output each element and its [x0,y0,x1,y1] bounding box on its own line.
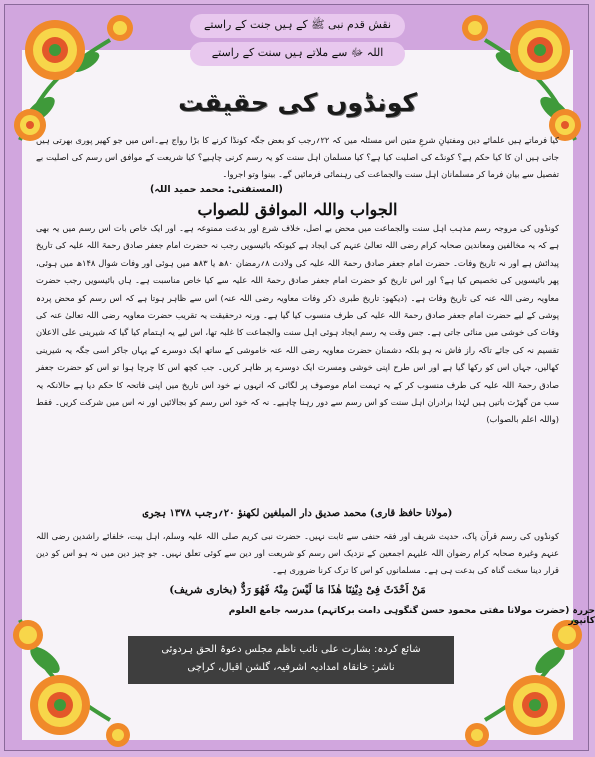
answer-heading: الجواب واللہ الموافق للصواب [197,200,398,219]
page-title: کونڈوں کی حقیقت [178,88,417,117]
answer-paragraph: کونڈوں کی مروجہ رسم مذہب اہل سنت والجماعت میں محض بے اصل، خلاف شرع اور بدعت ممنوعہ ہے۔ اور ایک خاص بات اس رسم میں یہ بھی ہے کہ یہ مخالفین ومعاندین صحابہ کرام رضی اللہ تعالیٰ عنہم کی ایجاد ہے کیونکہ بائیسویں رجب نہ حضرت امام جعفر صادق رحمۃ اللہ علیہ کی تاریخ پیدائش ہے اور نہ تاریخ وفات۔ حضرت امام جعفر صادق رحمۃ اللہ علیہ کی ولادت ۸؍رمضان ۸۰ھ یا ۸۳ھ میں ہوئی اور وفات شوال ۱۴۸ھ میں ہوئی، پھر بائیسویں کی تخصیص کیا ہے؟ اور اس تاریخ کو حضرت امام جعفر صادق رحمۃ اللہ علیہ سے کیا خاص مناسبت ہے۔ ہاں بائیسویں رجب حضرت معاویہ رضی اللہ عنہ کی تاریخ وفات ہے۔ (دیکھو: تاریخ طبری ذکر وفات معاویہ رضی اللہ عنہ) اس سے ظاہر ہوتا ہے کہ اس رسم کو محض پردہ پوشی کے لیے حضرت امام جعفر صادق رحمۃ اللہ علیہ کی طرف منسوب کیا گیا ہے۔ ورنہ درحقیقت یہ تقریب حضرت معاویہ رضی اللہ تعالیٰ عنہ کی وفات کی خوشی میں منائی جاتی ہے۔ جس وقت یہ رسم ایجاد ہوئی اہل سنت والجماعت کا غلبہ تھا، اس لیے یہ اہتمام کیا گیا کہ شیرینی علی الاعلان تقسیم نہ کی جائے تاکہ راز فاش نہ ہو بلکہ دشمنان حضرت معاویہ رضی اللہ عنہ خاموشی کے ساتھ ایک دوسرے کے یہاں جاکر اسی جگہ یہ شیرینی کھالیں، جہاں اس کو رکھا گیا ہے اور اس طرح اپنی خوشی ومسرت ایک دوسرے پر ظاہر کریں۔ جب کچھ اس کا چرچا ہوا تو اس کو حضرت جعفر صادق رحمۃ اللہ علیہ کی طرف منسوب کر کے یہ تہمت امام موصوف پر لگائی کہ انہوں نے خود اس تاریخ میں اپنی فاتحہ کا حکم دیا ہے حالانکہ یہ سب من گھڑت باتیں ہیں لہٰذا برادران اہل سنت کو اس رسم سے دور رہنا چاہیے۔ نہ کہ خود اس رسم کو بجالائیں اور نہ اس میں شرکت کریں۔ فقط (واللہ اعلم بالصواب) [36,223,559,425]
publisher-line-1: شائع کردہ: بشارت علی نائب ناظم مجلس دعوۃ الحق ہردوئی [161,644,421,655]
header-ribbon-1 [190,14,405,38]
paragraph-2: کونڈوں کی رسم قرآن پاک، حدیث شریف اور فقہ حنفی سے ثابت نہیں۔ حضرت نبی کریم صلی اللہ علیہ وسلم، اہل بیت، خلفائے راشدین رضی اللہ عنہم وغیرہ صحابہ کرام رضوان اللہ علیہم اجمعین کے نزدیک اس رسم کو شریعت اور دین سے کوئی تعلق نہیں۔ جو چیز دین میں نہ ہو اس کو دین قرار دینا سخت گناہ کی بدعت ہی ہے۔ مسلمانوں کو اس کا ترک کرنا ضروری ہے۔ [36,531,559,575]
flower-bottom-right-icon [455,610,595,757]
flower-bottom-left-icon [0,610,140,757]
question-paragraph: کیا فرماتے ہیں علمائے دین ومفتیانِ شرعِ متین اس مسئلہ میں کہ ۲۲؍رجب کو بعض جگہ کونڈا کرنے کا بڑا رواج ہے۔اس میں جو کھیر پوری بھرتی ہیں جاتی ہیں ان کا کیا حکم ہے؟ کونڈے کی اصلیت کیا ہے؟ کیا مسلمان اہل سنت کو یہ رسم کرنی چاہیے؟ کیا شریعت کے موافق اس رسم کی اصلیت بے تفصیل سے بیان فرما کر مسلمانان اہل سنت والجماعت کی رہنمائی فرمائیں گے۔ بینوا وتو اجروا۔ [36,135,559,179]
header-ribbon-2 [190,42,405,66]
publisher-line-2: ناشر: خانقاہ امدادیہ اشرفیہ، گلشن اقبال، کراچی [187,662,395,673]
questioner-name: (المستفتی: محمد حمید اللہ) [150,184,283,195]
hadith-quote: مَنْ اَحْدَثَ فِیْ دِیْنِنَا ھٰذَا مَا لَیْسَ مِنْہُ فَھُوَ رَدٌّ (بخاری شریف) [169,584,426,596]
flower-top-left-icon [0,0,150,150]
ribbon-text-2: اللہ ﷻ سے ملاتے ہیں سنت کے راستے [211,46,384,59]
signature-2: حررہ (حضرت مولانا مفتی محمود حسن گنگوہی دامت برکاتہم) مدرسہ جامع العلوم کانپور [228,606,595,626]
publisher-box [128,636,454,684]
flower-top-right-icon [445,0,595,150]
ribbon-text-1: نقش قدم نبی ﷺ کے ہیں جنت کے راستے [203,18,392,31]
signature-1: (مولانا حافظ قاری) محمد صدیق دار المبلغین لکھنؤ ۲۰؍رجب ۱۳۷۸ ہجری [142,508,453,519]
